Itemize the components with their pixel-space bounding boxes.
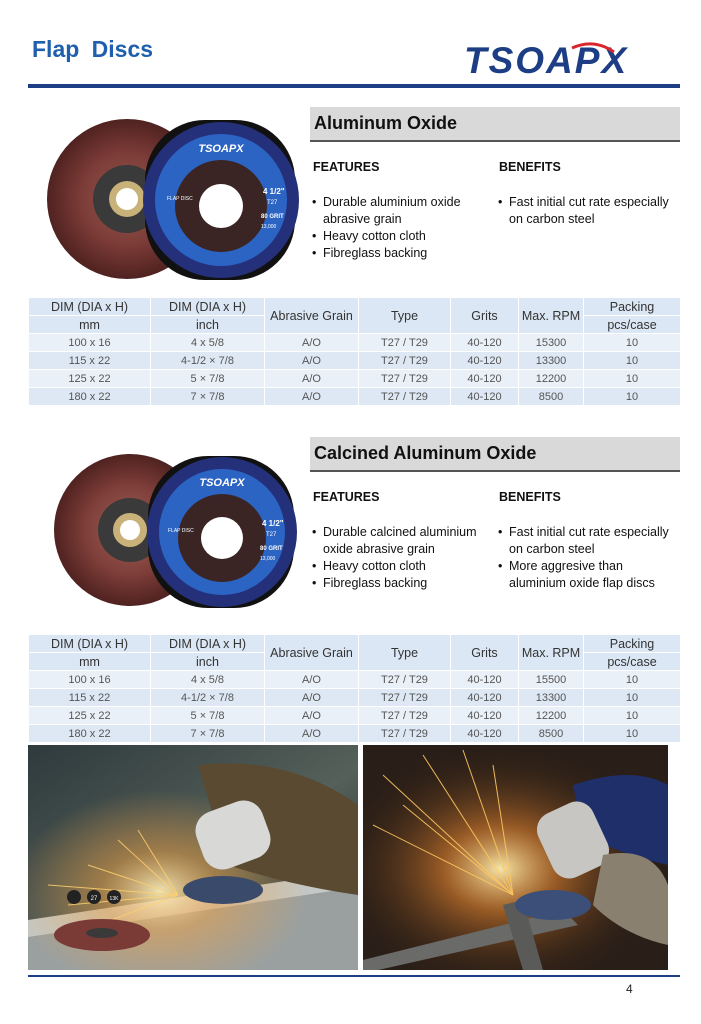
cell-rpm: 8500 (519, 725, 584, 743)
cell-type: T27 / T29 (359, 388, 451, 406)
disc-brand: TSOAPX (199, 477, 245, 489)
section-title-aluminum-oxide (310, 107, 680, 142)
photo-grinding-left (28, 745, 358, 970)
brand-logo (462, 40, 674, 80)
product-image-aluminum-oxide (45, 114, 300, 284)
cell-grain: A/O (265, 671, 359, 689)
header-type: Type (359, 298, 451, 334)
cell-packing: 10 (584, 388, 681, 406)
cell-grits: 40-120 (451, 352, 519, 370)
cell-dim-mm: 115 x 22 (29, 352, 151, 370)
section-title-text: Aluminum Oxide (314, 113, 458, 133)
table-row (29, 689, 681, 707)
list-item: • Durable aluminium oxide abrasive grain (311, 194, 486, 228)
spec-table-aluminum-oxide (28, 297, 681, 406)
list-item: • Fibreglass backing (311, 245, 486, 262)
header-dim-mm: DIM (DIA x H) (29, 298, 151, 316)
brand-logo-text: TSOAPX (464, 40, 629, 80)
cell-dim-inch: 7 × 7/8 (151, 388, 265, 406)
cell-packing: 10 (584, 370, 681, 388)
cell-rpm: 12200 (519, 370, 584, 388)
list-item: • Durable calcined aluminium oxide abrasive grain (311, 524, 489, 558)
header-unit-mm: mm (29, 316, 151, 334)
grinding-photo (363, 745, 668, 970)
header-packing: Packing (584, 635, 681, 653)
section-title-calcined-aluminum-oxide (310, 437, 680, 472)
cell-dim-inch: 4 x 5/8 (151, 671, 265, 689)
list-item: • Fast initial cut rate especially on carbon steel (497, 194, 681, 228)
benefits-heading: BENEFITS (499, 160, 561, 174)
disc-shape: T27 (267, 200, 278, 206)
cell-rpm: 15300 (519, 334, 584, 352)
cell-dim-inch: 4-1/2 × 7/8 (151, 689, 265, 707)
cell-grain: A/O (265, 689, 359, 707)
cell-grits: 40-120 (451, 370, 519, 388)
cell-rpm: 13300 (519, 689, 584, 707)
table-row (29, 725, 681, 743)
list-item: • Fibreglass backing (311, 575, 489, 592)
cell-packing: 10 (584, 689, 681, 707)
cell-dim-inch: 7 × 7/8 (151, 725, 265, 743)
header-dim-mm: DIM (DIA x H) (29, 635, 151, 653)
page-number: 4 (626, 982, 633, 996)
header-unit-inch: inch (151, 653, 265, 671)
cell-packing: 10 (584, 334, 681, 352)
list-item: • Heavy cotton cloth (311, 228, 486, 245)
cell-dim-mm: 180 x 22 (29, 388, 151, 406)
benefits-list (497, 194, 681, 228)
photo-icon-grit: 27 (90, 896, 98, 902)
header-divider (28, 84, 680, 88)
header-abrasive-grain: Abrasive Grain (265, 635, 359, 671)
cell-grits: 40-120 (451, 725, 519, 743)
cell-grain: A/O (265, 725, 359, 743)
table-row (29, 370, 681, 388)
cell-dim-inch: 4-1/2 × 7/8 (151, 352, 265, 370)
page-title: Flap Discs (32, 36, 154, 62)
table-row (29, 707, 681, 725)
disc-rpm: 13,000 (260, 556, 276, 562)
cell-rpm: 13300 (519, 352, 584, 370)
cell-grain: A/O (265, 370, 359, 388)
grinding-photo (28, 745, 358, 970)
cell-rpm: 15500 (519, 671, 584, 689)
disc-brand: TSOAPX (198, 143, 244, 155)
table-row (29, 352, 681, 370)
cell-type: T27 / T29 (359, 352, 451, 370)
features-heading: FEATURES (313, 160, 380, 174)
cell-packing: 10 (584, 707, 681, 725)
list-item: • More aggresive than aluminium oxide flap discs (497, 558, 681, 592)
benefits-heading: BENEFITS (499, 490, 561, 504)
cell-dim-mm: 180 x 22 (29, 725, 151, 743)
header-grits: Grits (451, 635, 519, 671)
header-packing-unit: pcs/case (584, 653, 681, 671)
cell-grits: 40-120 (451, 707, 519, 725)
cell-grits: 40-120 (451, 689, 519, 707)
cell-rpm: 12200 (519, 707, 584, 725)
cell-dim-mm: 125 x 22 (29, 370, 151, 388)
flap-disc-image (45, 114, 300, 284)
header-dim-inch: DIM (DIA x H) (151, 635, 265, 653)
list-item: • Heavy cotton cloth (311, 558, 489, 575)
cell-dim-inch: 5 × 7/8 (151, 707, 265, 725)
disc-grit: 80 GRIT (260, 546, 283, 552)
cell-type: T27 / T29 (359, 689, 451, 707)
cell-dim-mm: 115 x 22 (29, 689, 151, 707)
cell-type: T27 / T29 (359, 707, 451, 725)
cell-grits: 40-120 (451, 671, 519, 689)
header-abrasive-grain: Abrasive Grain (265, 298, 359, 334)
features-list (311, 194, 486, 262)
cell-packing: 10 (584, 352, 681, 370)
cell-type: T27 / T29 (359, 370, 451, 388)
section-title-text: Calcined Aluminum Oxide (314, 443, 537, 463)
table-row (29, 388, 681, 406)
cell-dim-mm: 100 x 16 (29, 671, 151, 689)
cell-packing: 10 (584, 671, 681, 689)
table-row (29, 671, 681, 689)
disc-rpm: 13,000 (261, 224, 277, 230)
photo-grinding-right (363, 745, 668, 970)
cell-grits: 40-120 (451, 388, 519, 406)
cell-packing: 10 (584, 725, 681, 743)
cell-type: T27 / T29 (359, 725, 451, 743)
cell-dim-mm: 125 x 22 (29, 707, 151, 725)
features-heading: FEATURES (313, 490, 380, 504)
list-item: • Fast initial cut rate especially on carbon steel (497, 524, 681, 558)
disc-type: FLAP DISC (168, 528, 194, 534)
cell-grain: A/O (265, 707, 359, 725)
benefits-list (497, 524, 681, 592)
disc-size: 4 1/2" (263, 187, 285, 196)
disc-type: FLAP DISC (167, 196, 193, 202)
header-packing-unit: pcs/case (584, 316, 681, 334)
cell-grain: A/O (265, 388, 359, 406)
cell-type: T27 / T29 (359, 671, 451, 689)
header-type: Type (359, 635, 451, 671)
disc-grit: 80 GRIT (261, 214, 284, 220)
disc-size: 4 1/2" (262, 519, 284, 528)
cell-dim-inch: 4 x 5/8 (151, 334, 265, 352)
cell-grain: A/O (265, 334, 359, 352)
footer-divider (28, 975, 680, 977)
header-max-rpm: Max. RPM (519, 635, 584, 671)
features-list (311, 524, 489, 592)
photo-icon-rpm: 13K (109, 896, 119, 902)
header-max-rpm: Max. RPM (519, 298, 584, 334)
cell-type: T27 / T29 (359, 334, 451, 352)
header-unit-mm: mm (29, 653, 151, 671)
header-unit-inch: inch (151, 316, 265, 334)
cell-dim-mm: 100 x 16 (29, 334, 151, 352)
disc-shape: T27 (266, 532, 277, 538)
header-dim-inch: DIM (DIA x H) (151, 298, 265, 316)
header-grits: Grits (451, 298, 519, 334)
spec-table-calcined-aluminum-oxide (28, 634, 681, 743)
cell-dim-inch: 5 × 7/8 (151, 370, 265, 388)
flap-disc-image (50, 450, 300, 612)
product-image-calcined-aluminum-oxide (50, 450, 300, 612)
cell-grits: 40-120 (451, 334, 519, 352)
cell-rpm: 8500 (519, 388, 584, 406)
cell-grain: A/O (265, 352, 359, 370)
table-row (29, 334, 681, 352)
header-packing: Packing (584, 298, 681, 316)
